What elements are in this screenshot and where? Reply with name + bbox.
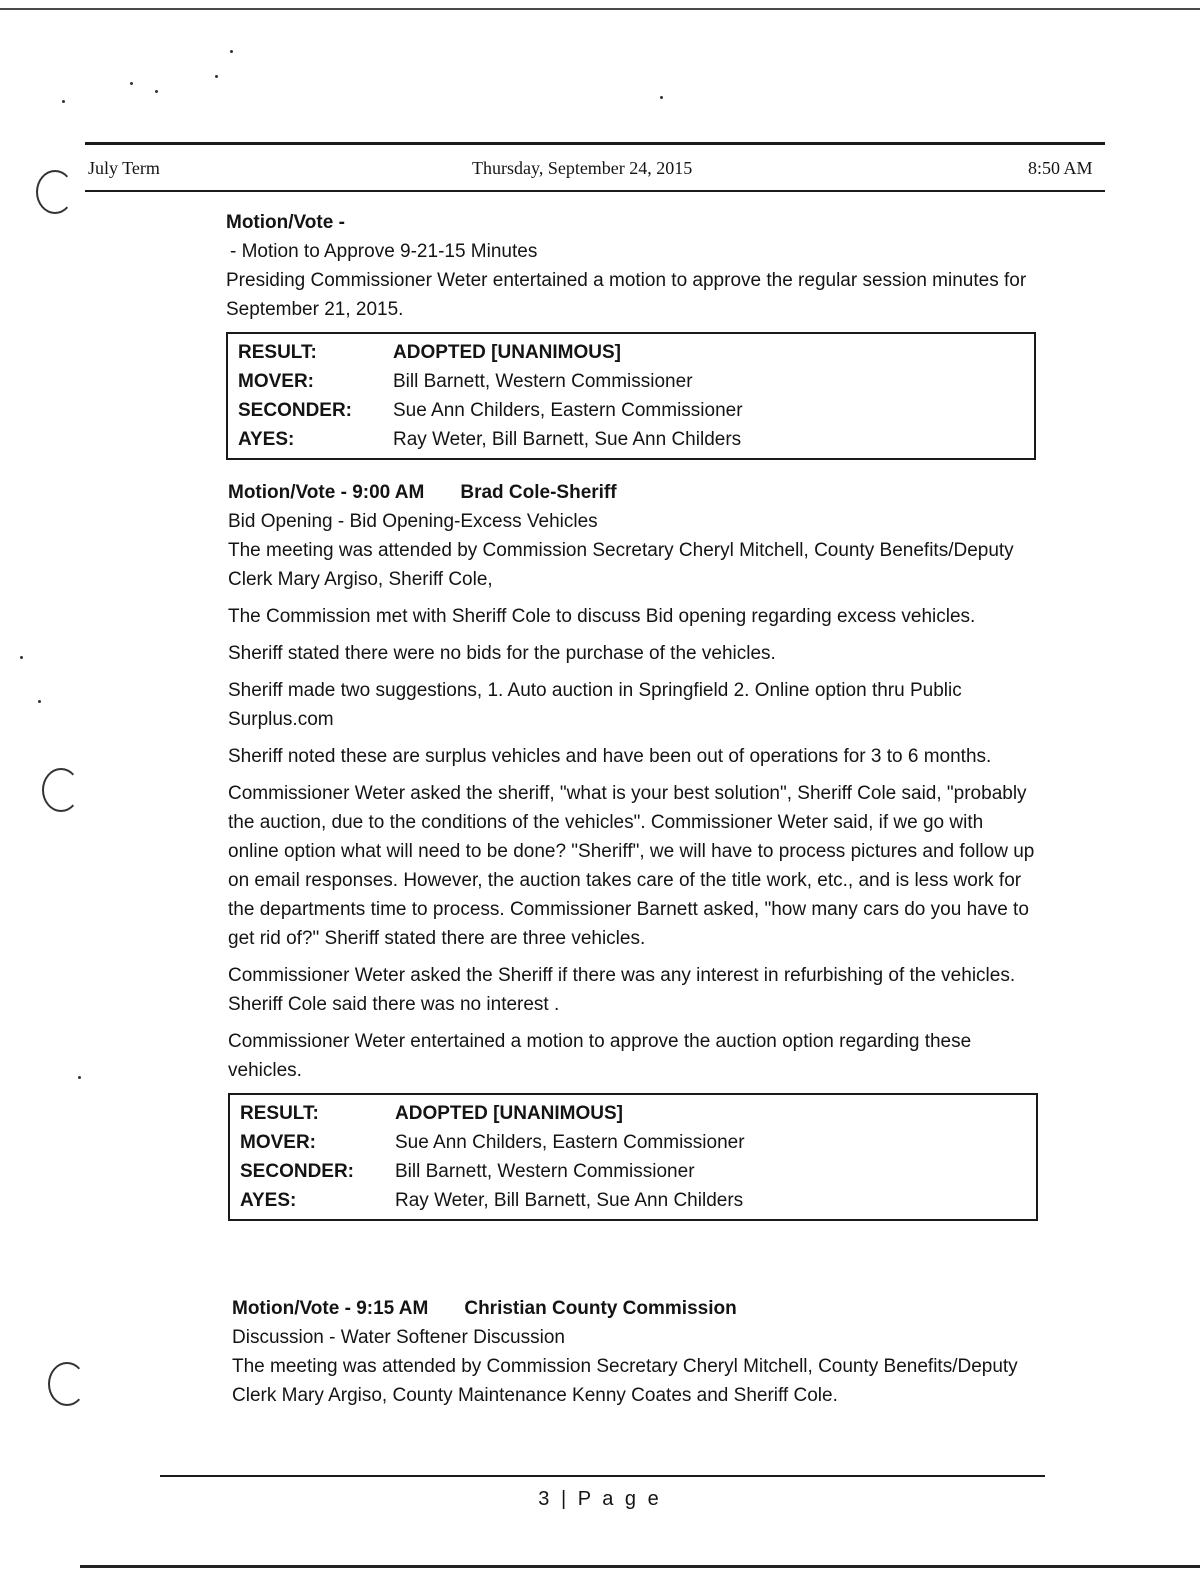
paragraph: Commissioner Weter entertained a motion to approve the auction option regarding these vehicles.	[228, 1031, 972, 1081]
paragraph: Sheriff noted these are surplus vehicles and have been out of operations for 3 to 6 months.	[228, 746, 992, 767]
heading-prefix: Motion/Vote -	[232, 1298, 351, 1319]
ayes-value: Ray Weter, Bill Barnett, Sue Ann Childers	[393, 429, 742, 450]
scan-speck	[155, 90, 158, 93]
mover-value: Bill Barnett, Western Commissioner	[393, 371, 693, 392]
paragraph: Sheriff made two suggestions, 1. Auto auction in Springfield 2. Online option thru Public Surplus.com	[228, 680, 962, 730]
vote-row-ayes	[240, 1186, 1026, 1215]
paragraph: Sheriff stated there were no bids for the purchase of the vehicles.	[228, 643, 776, 664]
section-heading: Motion/Vote -	[226, 212, 345, 233]
heading-subject: Brad Cole-Sheriff	[460, 482, 617, 503]
seconder-label: SECONDER:	[240, 1161, 355, 1182]
heading-time: 9:15 AM	[356, 1298, 429, 1319]
ayes-label: AYES:	[238, 429, 295, 450]
scan-speck	[130, 82, 133, 85]
scan-speck	[215, 75, 218, 78]
term-label: July Term	[88, 158, 160, 178]
scan-speck	[38, 700, 41, 703]
heading-time: 9:00 AM	[352, 482, 425, 503]
scan-edge-top	[0, 8, 1200, 10]
result-value: ADOPTED [UNANIMOUS]	[393, 342, 621, 363]
section-heading	[232, 1294, 1042, 1323]
heading-subject: Christian County Commission	[464, 1298, 737, 1319]
footer-rule	[160, 1475, 1045, 1477]
section-heading	[228, 478, 1038, 507]
scan-edge-bottom	[80, 1565, 1200, 1568]
meeting-date: Thursday, September 24, 2015	[472, 158, 693, 178]
seconder-label: SECONDER:	[238, 400, 353, 421]
heading-prefix: Motion/Vote -	[228, 482, 347, 503]
paragraph: Commissioner Weter asked the Sheriff if there was any interest in refurbishing of the vehicles. Sheriff Cole said there was no interest .	[228, 965, 1016, 1015]
subheading: Bid Opening - Bid Opening-Excess Vehicles	[228, 511, 598, 532]
punch-hole-top	[36, 170, 74, 214]
seconder-value: Sue Ann Childers, Eastern Commissioner	[393, 400, 743, 421]
vote-row-seconder	[240, 1157, 1026, 1186]
attendance: The meeting was attended by Commission Secretary Cheryl Mitchell, County Benefits/Deputy Clerk Mary Argiso, County Maintenance Kenny Coates and Sheriff Cole.	[232, 1356, 1018, 1406]
header-rule-bottom	[85, 190, 1105, 192]
vote-row-result	[240, 1099, 1026, 1128]
vote-result-box	[226, 332, 1036, 460]
page-number: 3 | P a g e	[538, 1488, 662, 1510]
section-approve-minutes	[226, 208, 1036, 460]
mover-label: MOVER:	[238, 371, 314, 392]
scan-speck	[78, 1076, 81, 1079]
vote-row-ayes	[238, 425, 1024, 454]
mover-label: MOVER:	[240, 1132, 316, 1153]
vote-row-mover	[240, 1128, 1026, 1157]
punch-hole-middle	[42, 768, 80, 812]
scan-speck	[230, 50, 233, 53]
mover-value: Sue Ann Childers, Eastern Commissioner	[395, 1132, 745, 1153]
result-value: ADOPTED [UNANIMOUS]	[395, 1103, 623, 1124]
subheading: Discussion - Water Softener Discussion	[232, 1327, 565, 1348]
paragraph: Commissioner Weter asked the sheriff, "what is your best solution", Sheriff Cole said, "probably the auction, due to the conditions of the vehicles". Commissioner Weter said, if we go with online option what will need to be done? "Sheriff", we will have to process pictures and follow up on email responses. However, the auction takes care of the title work, etc., and is less work for the departments time to process. Commissioner Barnett asked, "how many cars do you have to get rid of?" Sheriff stated there are three vehicles.	[228, 783, 1035, 949]
section-bid-opening	[228, 478, 1038, 1221]
meeting-time: 8:50 AM	[1028, 158, 1093, 178]
section-body: Presiding Commissioner Weter entertained a motion to approve the regular session minutes for September 21, 2015.	[226, 270, 1027, 320]
seconder-value: Bill Barnett, Western Commissioner	[395, 1161, 695, 1182]
header-rule-top	[85, 142, 1105, 145]
vote-row-seconder	[238, 396, 1024, 425]
paragraph: The Commission met with Sheriff Cole to discuss Bid opening regarding excess vehicles.	[228, 606, 976, 627]
scan-speck	[660, 96, 663, 99]
vote-row-result	[238, 338, 1024, 367]
scan-speck	[20, 656, 23, 659]
punch-hole-bottom	[48, 1362, 86, 1406]
vote-result-box	[228, 1093, 1038, 1221]
attendance: The meeting was attended by Commission Secretary Cheryl Mitchell, County Benefits/Deputy Clerk Mary Argiso, Sheriff Cole,	[228, 540, 1014, 590]
ayes-label: AYES:	[240, 1190, 297, 1211]
result-label: RESULT:	[240, 1103, 319, 1124]
result-label: RESULT:	[238, 342, 317, 363]
vote-row-mover	[238, 367, 1024, 396]
section-water-softener	[232, 1294, 1042, 1410]
ayes-value: Ray Weter, Bill Barnett, Sue Ann Childers	[395, 1190, 744, 1211]
scan-speck	[62, 100, 65, 103]
agenda-item: - Motion to Approve 9-21-15 Minutes	[230, 241, 538, 262]
